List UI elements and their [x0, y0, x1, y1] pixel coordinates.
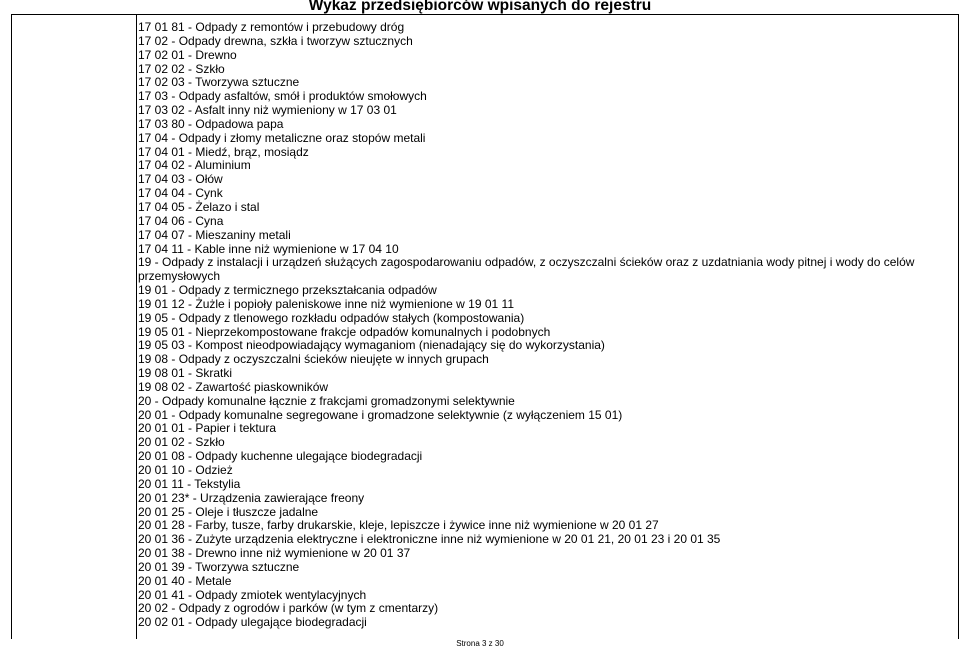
list-item: 20 02 01 - Odpady ulegające biodegradacji: [138, 615, 367, 630]
table-left-column: [11, 14, 137, 639]
list-item: 19 08 02 - Zawartość piaskowników: [138, 379, 329, 394]
list-item: 17 02 03 - Tworzywa sztuczne: [138, 75, 300, 90]
list-item: 17 04 - Odpady i złomy metaliczne oraz stopów metali: [138, 130, 426, 145]
list-item: 17 04 05 - Żelazo i stal: [138, 199, 260, 214]
list-item: 20 01 25 - Oleje i tłuszcze jadalne: [138, 504, 319, 519]
list-item: 20 01 41 - Odpady zmiotek wentylacyjnych: [138, 587, 367, 602]
list-item: 17 02 - Odpady drewna, szkła i tworzyw sztucznych: [138, 33, 413, 48]
list-item: 17 04 11 - Kable inne niż wymienione w 17 04 10: [138, 241, 399, 256]
list-item: 20 01 10 - Odzież: [138, 463, 233, 477]
list-item: 19 05 - Odpady z tlenowego rozkładu odpadów stałych (kompostowania): [138, 310, 525, 325]
list-item: 17 03 02 - Asfalt inny niż wymieniony w 17 03 01: [138, 103, 397, 118]
list-item: 17 04 01 - Miedź, brąz, mosiądz: [138, 144, 309, 159]
list-item: 20 01 11 - Tekstylia: [138, 476, 241, 491]
list-item: 17 02 01 - Drewno: [138, 47, 237, 62]
list-item: 20 - Odpady komunalne łącznie z frakcjami gromadzonymi selektywnie: [138, 393, 515, 408]
list-item: 19 05 01 - Nieprzekompostowane frakcje odpadów komunalnych i podobnych: [138, 324, 551, 339]
list-item: 20 01 39 - Tworzywa sztuczne: [138, 559, 300, 574]
list-item: 20 01 - Odpady komunalne segregowane i gromadzone selektywnie (z wyłączeniem 15 01): [138, 407, 623, 422]
list-item: 20 02 - Odpady z ogrodów i parków (w tym z cmentarzy): [138, 601, 439, 616]
list-item: 20 01 36 - Zużyte urządzenia elektryczne i elektroniczne inne niż wymienione w 20 01 21, 20 01 23 i 20 01 35: [138, 532, 721, 547]
list-item: 20 01 28 - Farby, tusze, farby drukarskie, kleje, lepiszcze i żywice inne niż wymienione w 20 01 27: [138, 518, 659, 533]
list-item: 17 04 04 - Cynk: [138, 186, 223, 201]
list-item: 20 01 38 - Drewno inne niż wymienione w 20 01 37: [138, 546, 411, 561]
list-item: 19 08 01 - Skratki: [138, 366, 233, 381]
list-item: 19 05 03 - Kompost nieodpowiadający wymaganiom (nienadający się do wykorzystania): [138, 338, 605, 353]
page-title: Wykaz przedsiębiorców wpisanych do rejestru: [308, 0, 652, 14]
waste-code-list: [138, 21, 958, 630]
list-item: 17 04 07 - Mieszaniny metali: [138, 227, 291, 242]
list-item: 17 03 - Odpady asfaltów, smół i produktów smołowych: [138, 89, 427, 104]
list-item: 17 03 80 - Odpadowa papa: [138, 116, 284, 131]
list-item: 20 01 23* - Urządzenia zawierające freony: [138, 490, 365, 505]
list-item: 20 01 40 - Metale: [138, 573, 232, 588]
list-item: 19 - Odpady z instalacji i urządzeń służących zagospodarowaniu odpadów, z oczyszczalni ścieków oraz z uzdatniania wody pitnej i wody do celów przemysłowych: [138, 255, 915, 284]
list-item: 19 08 - Odpady z oczyszczalni ścieków nieujęte w innych grupach: [138, 352, 489, 367]
list-item: 20 01 08 - Odpady kuchenne ulegające biodegradacji: [138, 449, 423, 464]
list-item: 17 04 03 - Ołów: [138, 172, 223, 187]
list-item: 19 01 - Odpady z termicznego przekształcania odpadów: [138, 283, 437, 298]
list-item: 20 01 02 - Szkło: [138, 435, 225, 450]
list-item: 17 04 02 - Aluminium: [138, 158, 251, 173]
list-item: 19 01 12 - Żużle i popioły paleniskowe inne niż wymienione w 19 01 11: [138, 296, 515, 311]
list-item: 20 01 01 - Papier i tektura: [138, 421, 277, 436]
page-number: Strona 3 z 30: [456, 639, 504, 648]
list-item: 17 01 81 - Odpady z remontów i przebudowy dróg: [138, 20, 405, 34]
list-item: 17 02 02 - Szkło: [138, 61, 225, 76]
list-item: 17 04 06 - Cyna: [138, 213, 224, 228]
